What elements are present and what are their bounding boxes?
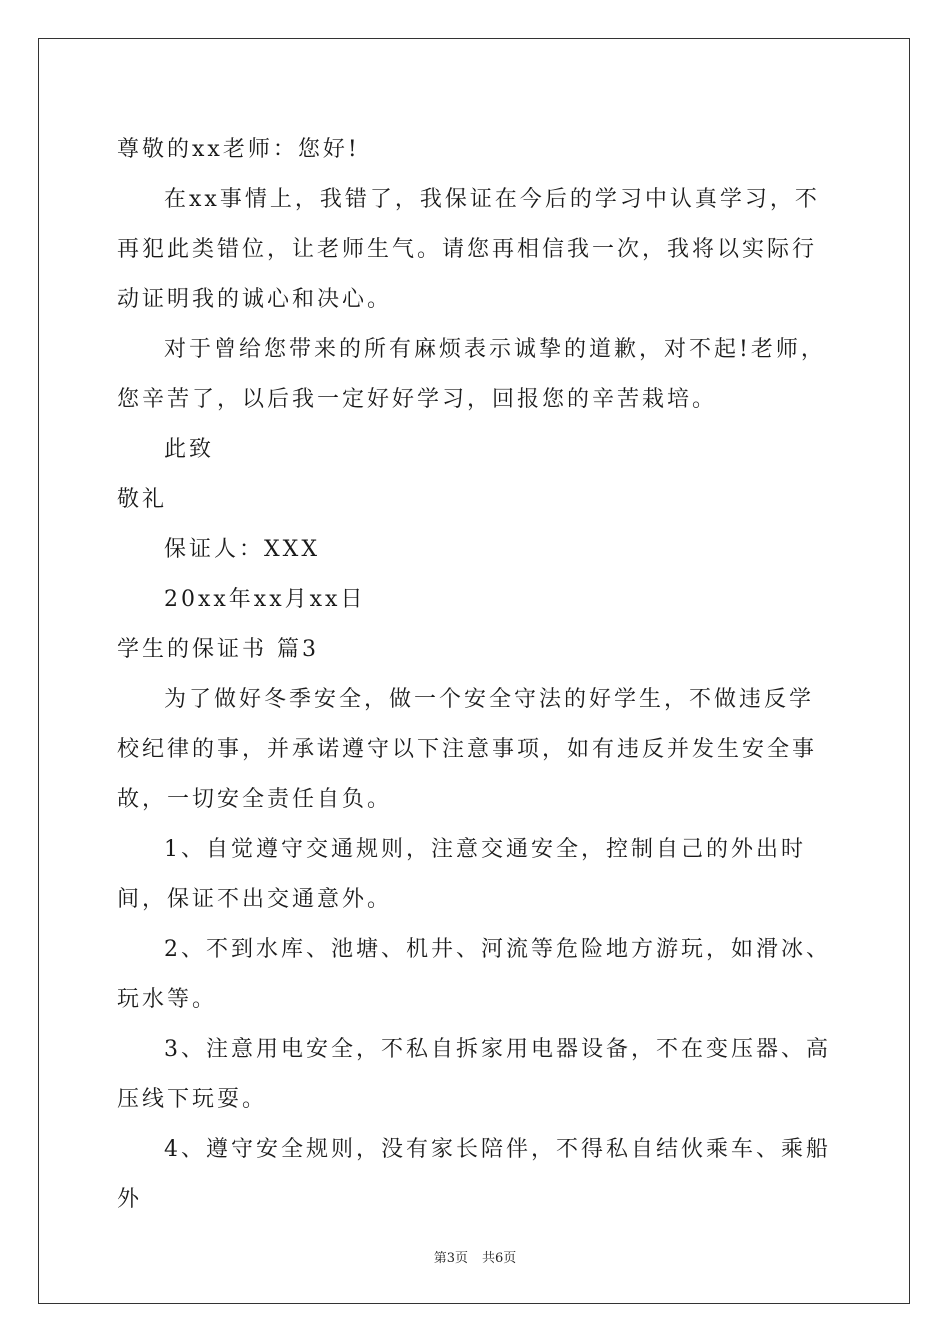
paragraph-thanks: 对于曾给您带来的所有麻烦表示诚挚的道歉，对不起!老师，您辛苦了，以后我一定好好学习，回报您的辛苦栽培。: [117, 337, 826, 412]
page-footer: [0, 1247, 950, 1266]
page-total: 共6页: [482, 1251, 517, 1266]
page-number: 第3页: [433, 1251, 468, 1266]
rule-item-1: 1、自觉遵守交通规则，注意交通安全，控制自己的外出时间，保证不出交通意外。: [117, 837, 806, 912]
greeting: 尊敬的xx老师：您好!: [117, 137, 360, 162]
rule-item-2: 2、不到水库、池塘、机井、河流等危险地方游玩，如滑冰、玩水等。: [117, 937, 831, 1012]
rule-item-3: 3、注意用电安全，不私自拆家用电器设备，不在变压器、高压线下玩耍。: [117, 1037, 831, 1112]
closing-respect: 敬礼: [117, 487, 168, 512]
closing-salutation: 此致: [164, 437, 215, 462]
date: 20xx年xx月xx日: [164, 587, 366, 612]
document-body: [117, 125, 837, 1225]
signer: 保证人：XXX: [164, 537, 320, 562]
paragraph-intro: 为了做好冬季安全，做一个安全守法的好学生，不做违反学校纪律的事，并承诺遵守以下注意事项，如有违反并发生安全事故，一切安全责任自负。: [117, 687, 818, 812]
rule-item-4: 4、遵守安全规则，没有家长陪伴，不得私自结伙乘车、乘船外: [117, 1137, 831, 1212]
section-heading: 学生的保证书 篇3: [117, 637, 319, 662]
paragraph-apology: 在xx事情上，我错了，我保证在今后的学习中认真学习，不再犯此类错位，让老师生气。请您再相信我一次，我将以实际行动证明我的诚心和决心。: [117, 187, 820, 312]
